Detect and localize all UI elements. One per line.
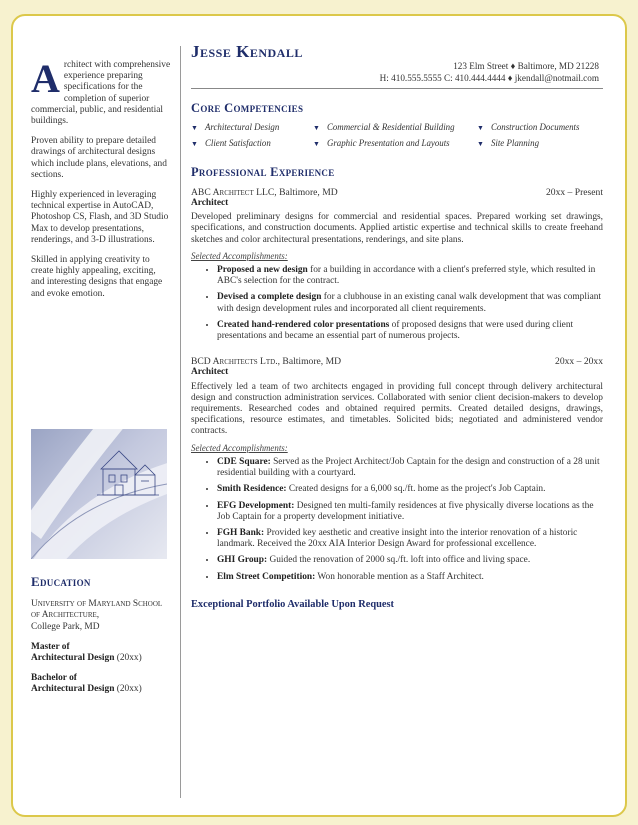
accomplishment-lead: FGH Bank: xyxy=(217,527,265,538)
job-dates: 20xx – 20xx xyxy=(555,356,603,368)
accomplishment-item xyxy=(217,501,603,523)
job-firm xyxy=(191,356,341,367)
firm-name: BCD Architects Ltd., xyxy=(191,356,281,368)
summary-paragraph-3: Highly experienced in leveraging technical expertise in AutoCAD, Photoshop CS, Flash, and 3D Studio Max to develop presentations, renderings, and 3-D illustrations. xyxy=(31,190,169,245)
degree-line1: Bachelor of xyxy=(31,673,77,684)
education-section xyxy=(31,576,171,696)
accomplishment-text: Served as the Project Architect/Job Captain for the design and construction of a 28 unit residential building with a courtyard. xyxy=(217,456,600,479)
competencies-heading: Core Competencies xyxy=(191,101,304,116)
competency-item: ▼ Graphic Presentation and Layouts xyxy=(313,138,477,150)
accomplishment-text: Created designs for a 6,000 sq./ft. home as the project's Job Captain. xyxy=(286,484,546,495)
experience-heading: Professional Experience xyxy=(191,164,335,179)
competency-item: ▼ Site Planning xyxy=(477,138,597,150)
accomplishment-item xyxy=(217,292,603,314)
degree-line2: Architectural Design xyxy=(31,653,115,664)
competency-item: ▼ Client Satisfaction xyxy=(191,138,313,150)
school-name: University of Maryland School of Architecture, xyxy=(31,599,163,621)
job-description: Effectively led a team of two architects engaged in providing full concept through delivery architectural design and construction administration services. Collaborated with senior client decision-makers to develop requirements. Researched codes and obtained required permits. Created detailed designs, drawings, specifications, resource estimates, and timetables. Solicited bids; negotiated and administered vendor contracts. xyxy=(191,381,603,437)
job-description: Developed preliminary designs for commercial and residential spaces. Prepared working set drawings, specifications, and construction documents. Applied artistic expertise and technical skills to create freehand sketches and color architectural presentations, renderings, and site plans. xyxy=(191,212,603,245)
competencies-list xyxy=(191,122,603,150)
degree-year: (20xx) xyxy=(116,684,142,695)
accomplishment-item xyxy=(217,528,603,550)
accomplishment-item xyxy=(217,484,603,495)
header-rule xyxy=(191,86,603,89)
blueprint-photo xyxy=(31,429,167,559)
resume-page xyxy=(11,14,627,817)
contact-info xyxy=(191,61,603,84)
job-entry-bcd xyxy=(191,356,603,582)
portfolio-note: Exceptional Portfolio Available Upon Request xyxy=(191,598,395,610)
accomplishment-text: Provided key aesthetic and creative insight into the interior renovation of a historic landmark. Received the 20xx AIA Interior Design Award for professional excellence. xyxy=(217,527,578,550)
accomplishment-lead: CDE Square: xyxy=(217,456,271,467)
competency-item: ▼ Construction Documents xyxy=(477,122,597,134)
school-location: College Park, MD xyxy=(31,621,100,632)
accomplishment-lead: GHI Group: xyxy=(217,555,268,566)
accomplishment-item xyxy=(217,265,603,287)
accomplishment-lead: EFG Development: xyxy=(217,500,295,511)
summary-paragraph-2: Proven ability to prepare detailed drawings of architectural designs which include plans, elevations, and sections. xyxy=(31,136,167,180)
job-header xyxy=(191,356,603,367)
degree-year: (20xx) xyxy=(116,653,142,664)
intro-text: rchitect with comprehensive experience preparing specifications for the completion of superior commercial, public, and residential buildings. xyxy=(31,60,171,127)
accomplishment-item xyxy=(217,320,603,342)
column-divider xyxy=(180,46,181,798)
phone-email-line: H: 410.555.5555 C: 410.444.4444 ♦ jkendall@notmail.com xyxy=(379,72,599,83)
degree-line1: Master of xyxy=(31,641,70,652)
accomplishments-list xyxy=(191,457,603,583)
job-firm xyxy=(191,187,338,198)
accomplishment-text: Won honorable mention as a Staff Architect. xyxy=(315,571,484,582)
degree-master xyxy=(31,642,171,664)
accomplishment-lead: Devised a complete design xyxy=(217,292,322,303)
accomplishment-text: Designed ten multi-family residences at five physically diverse locations as the Job Captain for a property development initiative. xyxy=(217,500,594,522)
competency-item: ▼ Commercial & Residential Building xyxy=(313,122,477,134)
main-column xyxy=(191,42,603,610)
sidebar-summary xyxy=(31,56,171,309)
accomplishment-lead: Created hand-rendered color presentations xyxy=(217,319,390,330)
job-title: Architect xyxy=(191,198,229,209)
accomplishments-label: Selected Accomplishments: xyxy=(191,250,288,261)
job-header xyxy=(191,187,603,198)
accomplishment-lead: Proposed a new design xyxy=(217,265,308,276)
firm-city: Baltimore, MD xyxy=(276,186,338,198)
accomplishment-lead: Smith Residence: xyxy=(217,484,287,495)
degree-bachelor xyxy=(31,673,171,695)
accomplishments-list xyxy=(191,265,603,342)
firm-city: Baltimore, MD xyxy=(280,356,342,368)
accomplishment-item xyxy=(217,572,603,583)
competency-item: ▼ Architectural Design xyxy=(191,122,313,134)
intro-paragraph xyxy=(31,56,171,127)
accomplishment-item xyxy=(217,555,603,566)
accomplishment-text: for a clubhouse in an existing canal walk development that was compliant with design development rules and incorporated all client requirements. xyxy=(217,292,602,314)
dropcap: A xyxy=(31,56,60,101)
address-line: 123 Elm Street ♦ Baltimore, MD 21228 xyxy=(453,61,599,72)
accomplishments-label: Selected Accomplishments: xyxy=(191,442,288,453)
job-title: Architect xyxy=(191,367,229,378)
firm-name: ABC Architect LLC, xyxy=(191,186,277,198)
education-heading: Education xyxy=(31,574,91,589)
accomplishment-text: of proposed designs that were used during client presentations and became an essential part of numerous projects. xyxy=(217,319,574,342)
job-dates: 20xx – Present xyxy=(545,186,603,198)
summary-paragraph-4: Skilled in applying creativity to create highly appealing, exciting, and interesting designs that engage and evoke emotion. xyxy=(31,255,163,299)
accomplishment-item xyxy=(217,457,603,479)
accomplishment-text: Guided the renovation of 2000 sq./ft. loft into office and living space. xyxy=(267,555,531,566)
candidate-name: Jesse Kendall xyxy=(191,42,303,61)
job-entry-abc xyxy=(191,187,603,342)
degree-line2: Architectural Design xyxy=(31,684,115,695)
accomplishment-text: for a building in accordance with a client's preferred style, which resulted in ABC's selection for the contract. xyxy=(217,265,596,287)
accomplishment-lead: Elm Street Competition: xyxy=(217,571,316,582)
